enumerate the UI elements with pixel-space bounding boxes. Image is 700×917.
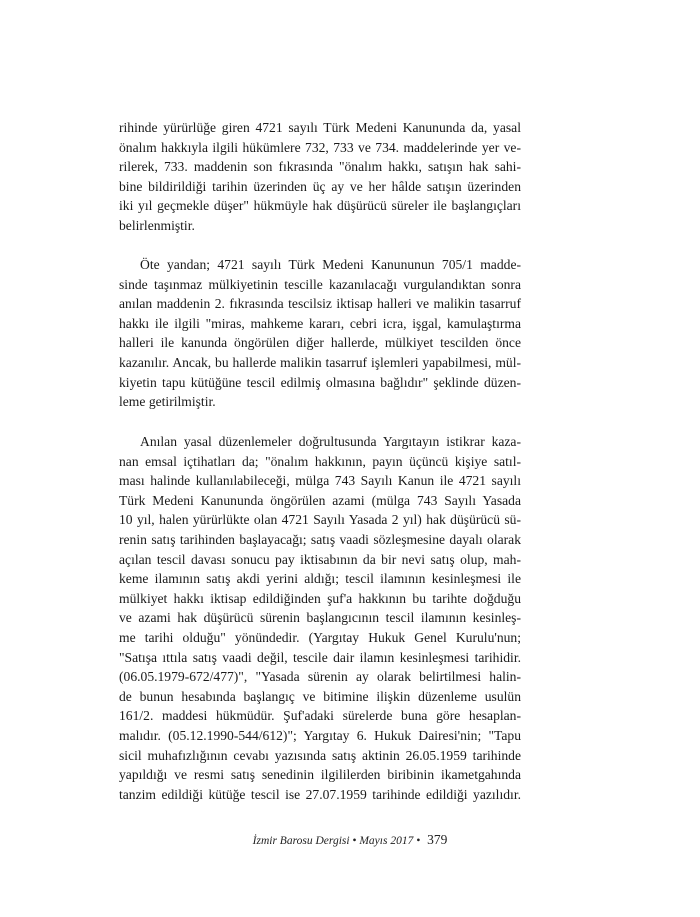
page-footer: [0, 832, 700, 848]
paragraph-3: [119, 432, 521, 804]
text-line: açılan tescil davası sonucu pay iktisabının da bir nevi satış olup, mah-: [119, 551, 521, 567]
text-line: keme ilamının satış akdi yerini aldığı; tescil ilamının kesinleşmesi ile: [119, 571, 521, 587]
paragraph-1: [119, 118, 521, 236]
text-line: rilerek, 733. maddenin son fıkrasında "önalım hakkı, satışın hak sahi-: [119, 159, 521, 175]
text-line: anılan maddenin 2. fıkrasında tescilsiz iktisap halleri ve malikin tasarruf: [119, 296, 521, 312]
text-line: kazanılır. Ancak, bu hallerde malikin tasarruf işlemleri yapabilmesi, mül-: [119, 354, 521, 370]
journal-name: İzmir Barosu Dergisi • Mayıs 2017 •: [252, 835, 421, 847]
text-line: "Satışa ıttıla satış vaadi değil, tescile dair ilamın kesinleşmesi tarihidir.: [119, 649, 521, 665]
text-line: malıdır. (05.12.1990-544/612)"; Yargıtay 6. Hukuk Dairesi'nin; "Tapu: [119, 727, 521, 743]
page-number: 379: [427, 832, 448, 847]
text-line: rihinde yürürlüğe giren 4721 sayılı Türk Medeni Kanununda da, yasal: [119, 120, 521, 135]
text-line: (06.05.1979-672/477)", "Yasada sürenin ay olarak belirtilmesi halin-: [119, 669, 521, 685]
text-line: hakkı ile ilgili "miras, mahkeme kararı, cebri icra, işgal, kamulaştırma: [119, 315, 521, 331]
text-line: belirlenmiştir.: [119, 217, 195, 233]
text-line: iki yıl geçmekle düşer" hükmüyle hak düşürücü süreler ile başlangıçları: [119, 198, 521, 214]
text-line: renin satış tarihinden başlayacağı; satış vaadi sözleşmesine dayalı olarak: [119, 531, 521, 547]
text-line: halleri ile kanunda öngörülen diğer hallerde, mülkiyet tescilden önce: [119, 335, 521, 351]
text-line: sinde taşınmaz mülkiyetinin tescille kazanılacağı vurgulandıktan sonra: [119, 276, 521, 292]
text-line: Öte yandan; 4721 sayılı Türk Medeni Kanununun 705/1 madde-: [140, 257, 521, 272]
text-line: de bunun hesabında başlangıç ve bitimine ilişkin düzenleme usulün: [119, 688, 521, 704]
text-line: bine bildirildiği tarihin üzerinden üç ay ve her hâlde satışın üzerinden: [119, 178, 521, 194]
text-line: me tarihi olduğu" yönündedir. (Yargıtay Hukuk Genel Kurulu'nun;: [119, 629, 521, 645]
text-line: mülkiyet hakkı iktisap edildiğinden şuf'a hakkının bu tarihte doğduğu: [119, 590, 521, 606]
text-line: yapıldığı ve resmi satış senedinin ilgililerden biribinin ikametgahında: [119, 767, 521, 783]
paragraph-2: [119, 255, 521, 412]
text-line: leme getirilmiştir.: [119, 394, 216, 410]
text-line: Türk Medeni Kanununda öngörülen azami (mülga 743 Sayılı Yasada: [119, 492, 521, 508]
text-line: 10 yıl, halen yürürlükte olan 4721 Sayılı Yasada 2 yıl) hak düşürücü sü-: [119, 512, 521, 528]
text-line: 161/2. maddesi hükmüdür. Şuf'adaki sürelerde buna göre hesaplan-: [119, 708, 521, 724]
text-line: Anılan yasal düzenlemeler doğrultusunda Yargıtayın istikrar kaza-: [140, 434, 521, 449]
text-line: sicil muhafızlığının cevabı yazısında satış aktinin 26.05.1959 tarihinde: [119, 747, 521, 763]
text-line: kiyetin tapu kütüğüne tescil edilmiş olmasına bağlıdır" şeklinde düzen-: [119, 374, 521, 390]
text-line: tanzim edildiği kütüğe tescil ise 27.07.1959 tarihinde edildiği yazılıdır.: [119, 786, 521, 802]
text-line: nan emsal içtihatları da; "önalım hakkının, payın üçüncü kişiye satıl-: [119, 453, 521, 469]
text-line: önalım hakkıyla ilgili hükümlere 732, 733 ve 734. maddelerinde yer ve-: [119, 139, 521, 155]
text-line: ması halinde kullanılabileceği, mülga 743 Sayılı Kanun ile 4721 sayılı: [119, 473, 521, 489]
text-line: ve azami hak düşürücü sürenin başlangıcının tescil ilamının kesinleş-: [119, 610, 521, 626]
